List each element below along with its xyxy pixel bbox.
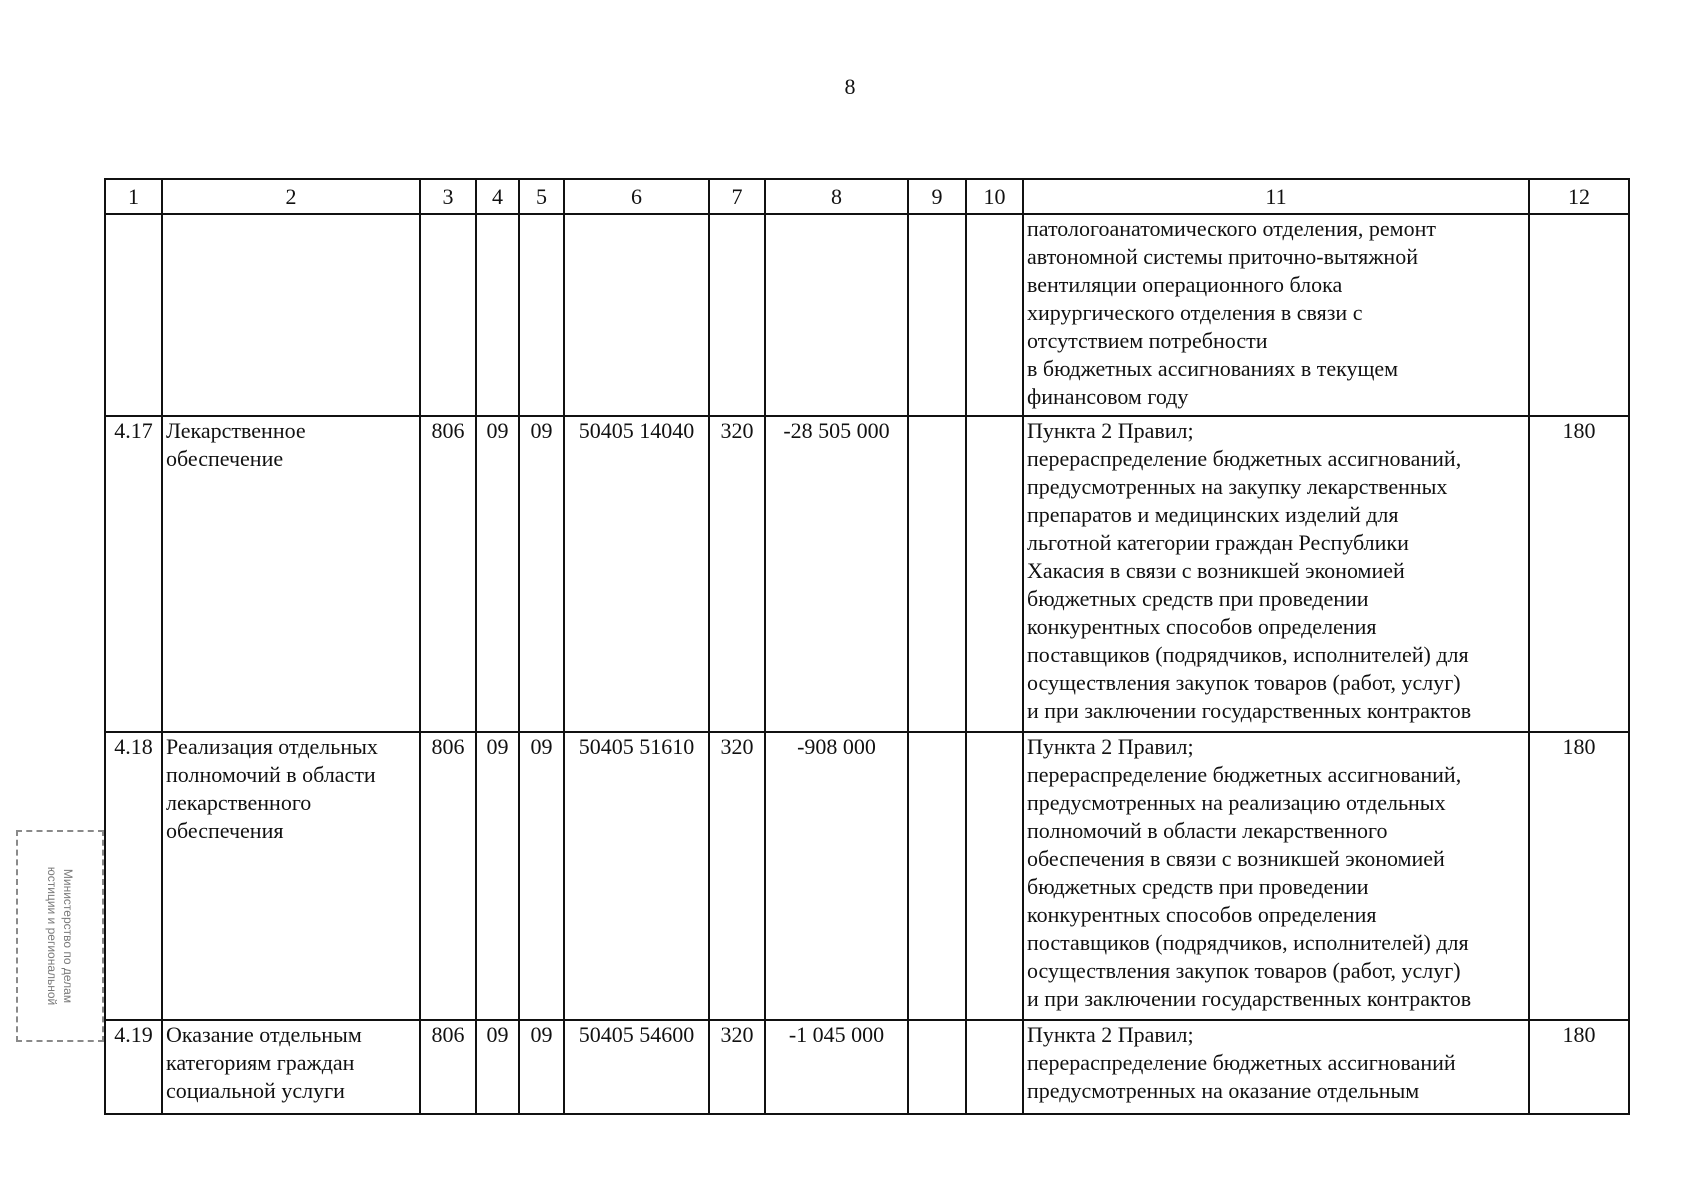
code-col-7: 320	[709, 1020, 765, 1114]
row-number: 4.19	[105, 1020, 162, 1114]
registration-stamp	[16, 830, 104, 1042]
header-col-12: 12	[1529, 179, 1629, 214]
row-number: 4.18	[105, 732, 162, 1020]
header-col-7: 7	[709, 179, 765, 214]
item-name: Лекарственное обеспечение	[162, 416, 420, 732]
code-col-3: 806	[420, 1020, 476, 1114]
item-name: Оказание отдельным категориям граждан социальной услуги	[162, 1020, 420, 1114]
code-col-5: 09	[519, 732, 564, 1020]
amount: -28 505 000	[765, 416, 908, 732]
code-col-4: 09	[476, 732, 519, 1020]
col-10	[966, 1020, 1023, 1114]
reason-text: патологоанатомического отделения, ремонт автономной системы приточно-вытяжной вентиляции операционного блока хирургического отделения в связи с отсутствием потребности в бюджетных ассигнованиях в текущем финансовом году	[1023, 214, 1529, 416]
budget-table	[104, 178, 1630, 1115]
stamp-line-1: Министерство по делам	[61, 868, 75, 1004]
code-col-6: 50405 54600	[564, 1020, 709, 1114]
reason-text: Пункта 2 Правил; перераспределение бюджетных ассигнований, предусмотренных на реализацию отдельных полномочий в области лекарственного обеспечения в связи с возникшей экономией бюджетных средств при проведении конкурентных способов определения поставщиков (подрядчиков, исполнителей) для осуществления закупок товаров (работ, услуг) и при заключении государственных контрактов	[1023, 732, 1529, 1020]
code-col-6: 50405 51610	[564, 732, 709, 1020]
header-col-9: 9	[908, 179, 966, 214]
col-9	[908, 416, 966, 732]
header-col-1: 1	[105, 179, 162, 214]
code-col-7	[709, 214, 765, 416]
stamp-text	[44, 867, 76, 1006]
reference: 180	[1529, 732, 1629, 1020]
item-name: Реализация отдельных полномочий в области лекарственного обеспечения	[162, 732, 420, 1020]
code-col-3: 806	[420, 416, 476, 732]
header-col-11: 11	[1023, 179, 1529, 214]
code-col-4: 09	[476, 416, 519, 732]
page-number: 8	[844, 74, 856, 99]
reference: 180	[1529, 1020, 1629, 1114]
table-row	[105, 214, 1629, 416]
reason-text: Пункта 2 Правил; перераспределение бюджетных ассигнований, предусмотренных на закупку лекарственных препаратов и медицинских изделий для льготной категории граждан Республики Хакасия в связи с возникшей экономией бюджетных средств при проведении конкурентных способов определения поставщиков (подрядчиков, исполнителей) для осуществления закупок товаров (работ, услуг) и при заключении государственных контрактов	[1023, 416, 1529, 732]
header-col-6: 6	[564, 179, 709, 214]
table-row	[105, 732, 1629, 1020]
code-col-7: 320	[709, 732, 765, 1020]
code-col-3: 806	[420, 732, 476, 1020]
reference	[1529, 214, 1629, 416]
row-number: 4.17	[105, 416, 162, 732]
code-col-5	[519, 214, 564, 416]
col-10	[966, 416, 1023, 732]
code-col-6	[564, 214, 709, 416]
amount: -908 000	[765, 732, 908, 1020]
code-col-4	[476, 214, 519, 416]
code-col-3	[420, 214, 476, 416]
item-name	[162, 214, 420, 416]
table-row	[105, 416, 1629, 732]
code-col-6: 50405 14040	[564, 416, 709, 732]
table-row	[105, 1020, 1629, 1114]
header-col-8: 8	[765, 179, 908, 214]
reference: 180	[1529, 416, 1629, 732]
code-col-5: 09	[519, 1020, 564, 1114]
amount	[765, 214, 908, 416]
amount: -1 045 000	[765, 1020, 908, 1114]
header-col-3: 3	[420, 179, 476, 214]
row-number	[105, 214, 162, 416]
code-col-7: 320	[709, 416, 765, 732]
col-9	[908, 214, 966, 416]
code-col-4: 09	[476, 1020, 519, 1114]
reason-text: Пункта 2 Правил; перераспределение бюджетных ассигнований предусмотренных на оказание отдельным	[1023, 1020, 1529, 1114]
col-9	[908, 732, 966, 1020]
code-col-5: 09	[519, 416, 564, 732]
header-col-4: 4	[476, 179, 519, 214]
col-9	[908, 1020, 966, 1114]
header-row	[105, 179, 1629, 214]
header-col-2: 2	[162, 179, 420, 214]
stamp-line-2: юстиции и региональной	[45, 866, 59, 1006]
header-col-5: 5	[519, 179, 564, 214]
header-col-10: 10	[966, 179, 1023, 214]
col-10	[966, 732, 1023, 1020]
col-10	[966, 214, 1023, 416]
